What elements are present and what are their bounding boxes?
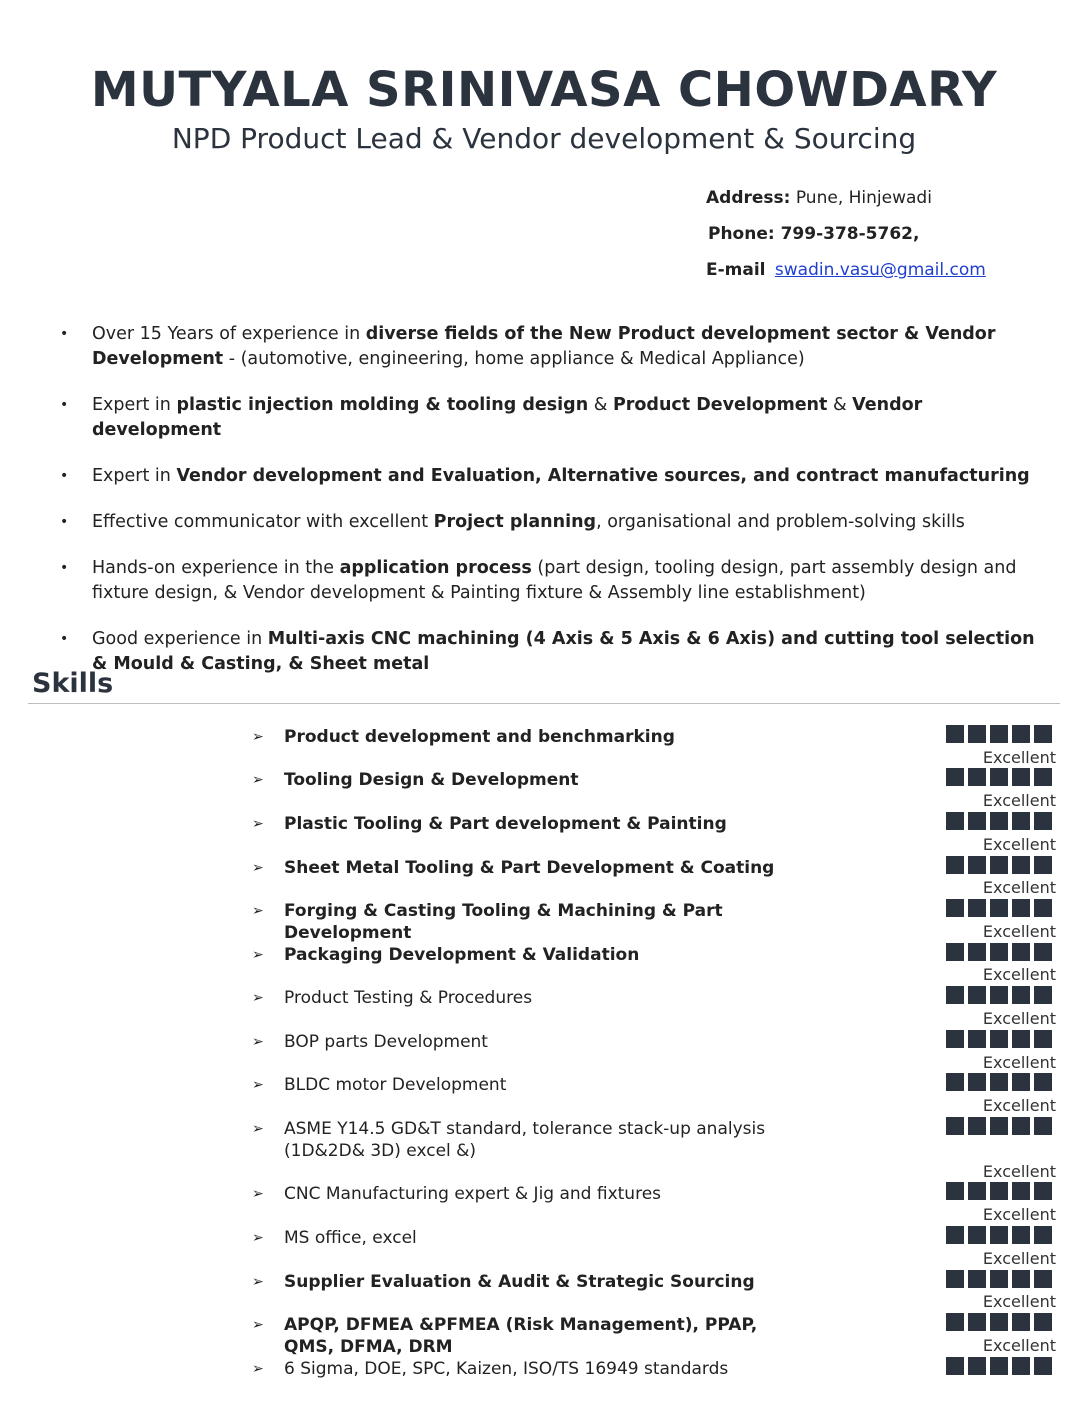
- summary-text: Over 15 Years of experience in: [92, 324, 366, 344]
- rating-square-icon: [990, 856, 1008, 874]
- rating-square-icon: [946, 899, 964, 917]
- rating-square-icon: [990, 1313, 1008, 1331]
- arrow-bullet-icon: ➢: [252, 729, 264, 745]
- rating-square-icon: [990, 1357, 1008, 1375]
- summary-item: [58, 627, 1048, 677]
- rating-square-icon: [990, 1182, 1008, 1200]
- skill-label: MS office, excel: [284, 1228, 417, 1248]
- skill-rating: [946, 986, 1052, 1004]
- rating-square-icon: [1034, 768, 1052, 786]
- email-link[interactable]: swadin.vasu@gmail.com: [774, 260, 986, 280]
- section-divider: [28, 703, 1060, 704]
- skill-level: Excellent: [982, 748, 1056, 767]
- skill-level: Excellent: [982, 878, 1056, 897]
- skill-level: Excellent: [982, 1249, 1056, 1268]
- rating-square-icon: [1034, 812, 1052, 830]
- arrow-bullet-icon: ➢: [252, 1034, 264, 1050]
- rating-square-icon: [946, 856, 964, 874]
- skill-rating: [946, 1357, 1052, 1375]
- rating-square-icon: [1012, 1117, 1030, 1135]
- rating-square-icon: [946, 1313, 964, 1331]
- rating-square-icon: [1012, 1030, 1030, 1048]
- summary-text: &: [827, 395, 853, 415]
- rating-square-icon: [1034, 1117, 1052, 1135]
- skill-rating: [946, 725, 1052, 743]
- rating-square-icon: [990, 812, 1008, 830]
- skill-label: ASME Y14.5 GD&T standard, tolerance stack-up analysis (1D&2D& 3D) excel &): [284, 1119, 766, 1161]
- rating-square-icon: [946, 1117, 964, 1135]
- summary-text: application process: [339, 558, 532, 578]
- rating-square-icon: [968, 943, 986, 961]
- rating-square-icon: [968, 812, 986, 830]
- rating-square-icon: [1034, 986, 1052, 1004]
- rating-square-icon: [990, 1117, 1008, 1135]
- rating-square-icon: [1034, 1357, 1052, 1375]
- rating-square-icon: [1012, 1182, 1030, 1200]
- arrow-bullet-icon: ➢: [252, 1361, 264, 1377]
- skill-level: Excellent: [982, 835, 1056, 854]
- rating-square-icon: [1034, 1030, 1052, 1048]
- summary-text: &: [588, 395, 613, 415]
- phone-label: Phone: 799-378-5762,: [708, 224, 920, 244]
- skill-label: CNC Manufacturing expert & Jig and fixtures: [284, 1184, 662, 1204]
- rating-square-icon: [1034, 1226, 1052, 1244]
- summary-item: [58, 510, 1048, 535]
- arrow-bullet-icon: ➢: [252, 1121, 264, 1137]
- arrow-bullet-icon: ➢: [252, 1077, 264, 1093]
- skill-level: Excellent: [982, 1336, 1056, 1355]
- skill-rating: [946, 899, 1052, 917]
- skill-level: Excellent: [982, 1053, 1056, 1072]
- rating-square-icon: [990, 1270, 1008, 1288]
- rating-square-icon: [1034, 856, 1052, 874]
- summary-item: [58, 322, 1048, 372]
- arrow-bullet-icon: ➢: [252, 772, 264, 788]
- rating-square-icon: [990, 725, 1008, 743]
- contact-address: [706, 188, 932, 208]
- rating-square-icon: [1012, 1357, 1030, 1375]
- rating-square-icon: [1034, 725, 1052, 743]
- rating-square-icon: [1012, 768, 1030, 786]
- rating-square-icon: [946, 1357, 964, 1375]
- rating-square-icon: [990, 1226, 1008, 1244]
- rating-square-icon: [946, 1030, 964, 1048]
- rating-square-icon: [990, 899, 1008, 917]
- rating-square-icon: [990, 1030, 1008, 1048]
- rating-square-icon: [968, 768, 986, 786]
- rating-square-icon: [1034, 1073, 1052, 1091]
- skill-level: Excellent: [982, 965, 1056, 984]
- skill-label: Supplier Evaluation & Audit & Strategic Sourcing: [284, 1272, 755, 1292]
- summary-text: Expert in: [92, 395, 177, 415]
- rating-square-icon: [1012, 986, 1030, 1004]
- rating-square-icon: [946, 1073, 964, 1091]
- rating-square-icon: [1012, 943, 1030, 961]
- summary-text: diverse fields of the New Product development sector & Vendor Development: [92, 324, 996, 369]
- rating-square-icon: [1034, 899, 1052, 917]
- rating-square-icon: [968, 725, 986, 743]
- summary-item: [58, 556, 1048, 606]
- arrow-bullet-icon: ➢: [252, 816, 264, 832]
- candidate-title: NPD Product Lead & Vendor development & Sourcing: [171, 122, 917, 155]
- rating-square-icon: [968, 856, 986, 874]
- skill-rating: [946, 812, 1052, 830]
- rating-square-icon: [946, 1226, 964, 1244]
- rating-square-icon: [990, 768, 1008, 786]
- rating-square-icon: [968, 1313, 986, 1331]
- summary-text: Expert in: [92, 466, 177, 486]
- rating-square-icon: [990, 986, 1008, 1004]
- rating-square-icon: [1012, 1270, 1030, 1288]
- skill-label: BLDC motor Development: [284, 1075, 507, 1095]
- skills-heading: Skills: [32, 668, 114, 699]
- rating-square-icon: [1012, 1226, 1030, 1244]
- skill-level: Excellent: [982, 1205, 1056, 1224]
- address-label: Address:: [706, 188, 791, 208]
- candidate-name: MUTYALA SRINIVASA CHOWDARY: [90, 62, 998, 118]
- rating-square-icon: [1012, 899, 1030, 917]
- summary-text: Vendor development and Evaluation, Alternative sources, and contract manufacturing: [176, 466, 1030, 486]
- skill-label: 6 Sigma, DOE, SPC, Kaizen, ISO/TS 16949 standards: [284, 1359, 729, 1379]
- skill-label: APQP, DFMEA &PFMEA (Risk Management), PPAP, QMS, DFMA, DRM: [284, 1315, 758, 1357]
- skill-rating: [946, 1117, 1052, 1135]
- skill-label: Product development and benchmarking: [284, 727, 675, 747]
- rating-square-icon: [968, 1073, 986, 1091]
- rating-square-icon: [1012, 1073, 1030, 1091]
- skill-rating: [946, 1226, 1052, 1244]
- rating-square-icon: [968, 1357, 986, 1375]
- rating-square-icon: [946, 986, 964, 1004]
- address-value: Pune, Hinjewadi: [795, 188, 932, 208]
- skill-rating: [946, 1313, 1052, 1331]
- skill-rating: [946, 943, 1052, 961]
- summary-text: Good experience in: [92, 629, 268, 649]
- rating-square-icon: [946, 1270, 964, 1288]
- skill-level: Excellent: [982, 1096, 1056, 1115]
- skill-label: Plastic Tooling & Part development & Painting: [284, 814, 727, 834]
- rating-square-icon: [946, 943, 964, 961]
- skill-rating: [946, 768, 1052, 786]
- email-label: E-mail: [706, 260, 766, 280]
- arrow-bullet-icon: ➢: [252, 947, 264, 963]
- arrow-bullet-icon: ➢: [252, 990, 264, 1006]
- rating-square-icon: [1034, 1270, 1052, 1288]
- arrow-bullet-icon: ➢: [252, 1317, 264, 1333]
- rating-square-icon: [968, 1270, 986, 1288]
- arrow-bullet-icon: ➢: [252, 903, 264, 919]
- rating-square-icon: [1012, 856, 1030, 874]
- skill-level: Excellent: [982, 922, 1056, 941]
- arrow-bullet-icon: ➢: [252, 1186, 264, 1202]
- contact-email: [706, 260, 986, 280]
- skill-level: Excellent: [982, 791, 1056, 810]
- rating-square-icon: [946, 1182, 964, 1200]
- skill-label: Forging & Casting Tooling & Machining & Part Development: [284, 901, 723, 943]
- rating-square-icon: [968, 1226, 986, 1244]
- skill-level: Excellent: [982, 1162, 1056, 1181]
- rating-square-icon: [968, 1182, 986, 1200]
- rating-square-icon: [990, 1073, 1008, 1091]
- skill-rating: [946, 1270, 1052, 1288]
- skill-level: Excellent: [982, 1009, 1056, 1028]
- summary-text: , organisational and problem-solving skills: [596, 512, 965, 532]
- rating-square-icon: [1034, 1313, 1052, 1331]
- skill-rating: [946, 856, 1052, 874]
- rating-square-icon: [946, 725, 964, 743]
- skill-level: Excellent: [982, 1292, 1056, 1311]
- skill-rating: [946, 1182, 1052, 1200]
- rating-square-icon: [1012, 812, 1030, 830]
- summary-item: [58, 464, 1048, 489]
- skill-label: Packaging Development & Validation: [284, 945, 640, 965]
- summary-text: - (automotive, engineering, home appliance & Medical Appliance): [223, 349, 805, 369]
- summary-text: Multi-axis CNC machining (4 Axis & 5 Axis & 6 Axis) and cutting tool selection & Mould & Casting, & Sheet metal: [92, 629, 1035, 674]
- summary-text: Hands-on experience in the: [92, 558, 340, 578]
- rating-square-icon: [968, 1117, 986, 1135]
- rating-square-icon: [968, 986, 986, 1004]
- rating-square-icon: [946, 812, 964, 830]
- rating-square-icon: [968, 899, 986, 917]
- arrow-bullet-icon: ➢: [252, 1230, 264, 1246]
- rating-square-icon: [968, 1030, 986, 1048]
- skill-label: Sheet Metal Tooling & Part Development & Coating: [284, 858, 775, 878]
- skill-rating: [946, 1073, 1052, 1091]
- arrow-bullet-icon: ➢: [252, 860, 264, 876]
- skill-rating: [946, 1030, 1052, 1048]
- rating-square-icon: [1034, 943, 1052, 961]
- summary-text: Project planning: [433, 512, 597, 532]
- summary-text: Product Development: [612, 395, 828, 415]
- rating-square-icon: [1012, 725, 1030, 743]
- summary-text: Vendor development: [92, 395, 923, 440]
- summary-list: [58, 322, 1048, 698]
- summary-text: plastic injection molding & tooling design: [176, 395, 589, 415]
- skill-label: Tooling Design & Development: [284, 770, 579, 790]
- summary-item: [58, 393, 1048, 443]
- rating-square-icon: [946, 768, 964, 786]
- skill-label: BOP parts Development: [284, 1032, 488, 1052]
- rating-square-icon: [1034, 1182, 1052, 1200]
- skill-label: Product Testing & Procedures: [284, 988, 533, 1008]
- summary-text: (part design, tooling design, part assembly design and fixture design, & Vendor development & Painting fixture & Assembly line establishment): [92, 558, 1017, 603]
- summary-text: Effective communicator with excellent: [92, 512, 434, 532]
- rating-square-icon: [990, 943, 1008, 961]
- contact-phone: [708, 224, 919, 244]
- rating-square-icon: [1012, 1313, 1030, 1331]
- arrow-bullet-icon: ➢: [252, 1274, 264, 1290]
